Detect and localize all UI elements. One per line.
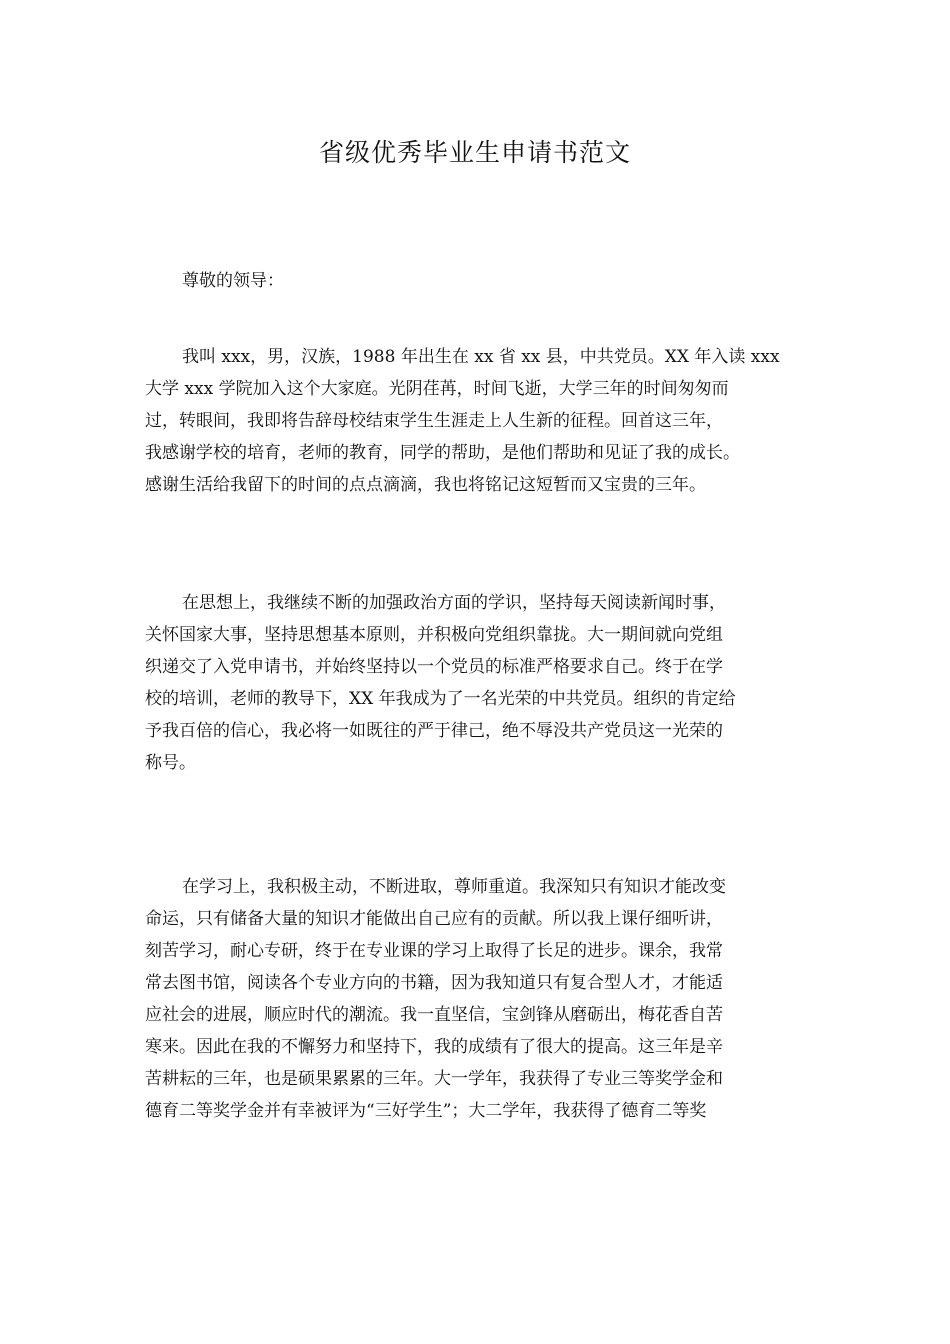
paragraph-line: 应社会的进展，顺应时代的潮流。我一直坚信，宝剑锋从磨砺出，梅花香自苦 <box>145 1005 723 1025</box>
paragraph-line: 过，转眼间，我即将告辞母校结束学生生涯走上人生新的征程。回首这三年， <box>145 411 723 431</box>
paragraph-line: 寒来。因此在我的不懈努力和坚持下，我的成绩有了很大的提高。这三年是辛 <box>145 1037 723 1057</box>
paragraph-line: 予我百倍的信心，我必将一如既往的严于律己，绝不辱没共产党员这一光荣的 <box>145 721 723 741</box>
paragraph-line: 校的培训，老师的教导下，XX 年我成为了一名光荣的中共党员。组织的肯定给 <box>145 689 736 709</box>
paragraph-line: 刻苦学习，耐心专研，终于在专业课的学习上取得了长足的进步。课余，我常 <box>145 941 723 961</box>
paragraph-3 <box>145 871 810 1127</box>
paragraph-1 <box>145 341 810 501</box>
salutation: 尊敬的领导： <box>182 271 284 291</box>
paragraph-line: 感谢生活给我留下的时间的点点滴滴，我也将铭记这短暂而又宝贵的三年。 <box>145 475 706 495</box>
document-title: 省级优秀毕业生申请书范文 <box>318 138 631 167</box>
paragraph-line: 常去图书馆，阅读各个专业方向的书籍，因为我知道只有复合型人才，才能适 <box>145 973 723 993</box>
paragraph-line: 在学习上，我积极主动，不断进取，尊师重道。我深知只有知识才能改变 <box>182 877 726 897</box>
paragraph-line: 苦耕耘的三年，也是硕果累累的三年。大一学年，我获得了专业三等奖学金和 <box>145 1069 723 1089</box>
paragraph-line: 织递交了入党申请书，并始终坚持以一个党员的标准严格要求自己。终于在学 <box>145 657 723 677</box>
paragraph-line: 我感谢学校的培育，老师的教育，同学的帮助，是他们帮助和见证了我的成长。 <box>145 443 740 463</box>
paragraph-line: 我叫 xxx，男，汉族，1988 年出生在 xx 省 xx 县，中共党员。XX 年入读 xxx <box>182 347 780 367</box>
paragraph-line: 在思想上，我继续不断的加强政治方面的学识，坚持每天阅读新闻时事， <box>182 593 726 613</box>
paragraph-line: 称号。 <box>145 753 196 773</box>
paragraph-line: 关怀国家大事，坚持思想基本原则，并积极向党组织靠拢。大一期间就向党组 <box>145 625 723 645</box>
paragraph-2 <box>145 587 810 779</box>
paragraph-line: 大学 xxx 学院加入这个大家庭。光阴荏苒，时间飞逝，大学三年的时间匆匆而 <box>145 379 729 399</box>
paragraph-line: 命运，只有储备大量的知识才能做出自己应有的贡献。所以我上课仔细听讲， <box>145 909 723 929</box>
paragraph-line: 德育二等奖学金并有幸被评为“三好学生”；大二学年，我获得了德育二等奖 <box>145 1101 707 1121</box>
